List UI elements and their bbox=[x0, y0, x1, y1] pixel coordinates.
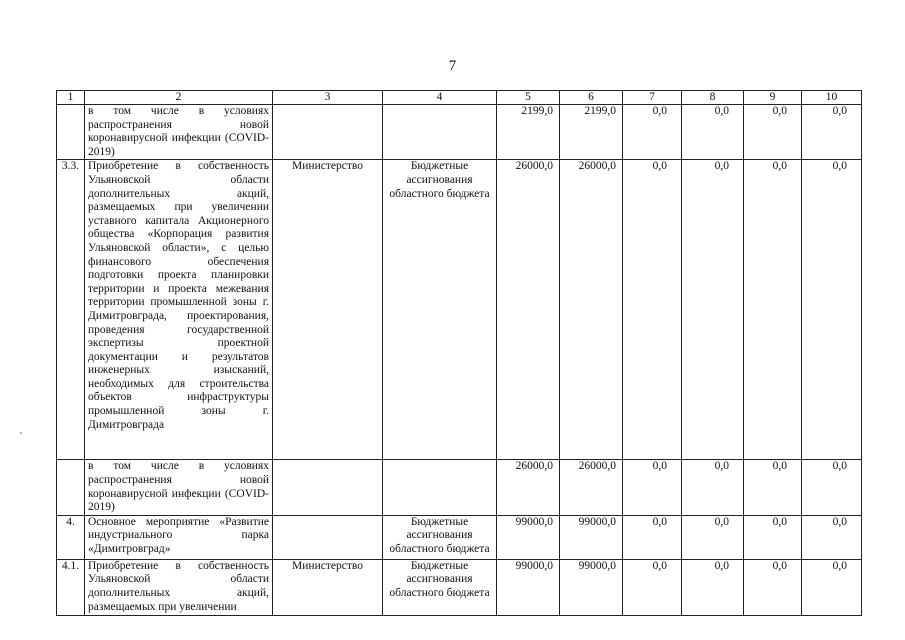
row-value-col8: 0,0 bbox=[682, 160, 744, 460]
column-header: 9 bbox=[744, 91, 802, 105]
table-row bbox=[57, 105, 862, 160]
row-number bbox=[57, 105, 85, 160]
row-ministry bbox=[273, 515, 383, 559]
column-header: 2 bbox=[85, 91, 273, 105]
row-value-col5: 99000,0 bbox=[497, 515, 560, 559]
row-number: 4. bbox=[57, 515, 85, 559]
table-row bbox=[57, 515, 862, 559]
row-value-col7: 0,0 bbox=[623, 559, 682, 615]
page-number: 7 bbox=[448, 58, 457, 74]
row-value-col5: 2199,0 bbox=[497, 105, 560, 160]
row-value-col10: 0,0 bbox=[802, 460, 862, 515]
row-ministry bbox=[273, 460, 383, 515]
row-funding-source: Бюджетные ассигнования областного бюджета bbox=[383, 559, 497, 615]
column-header: 1 bbox=[57, 91, 85, 105]
row-value-col6: 2199,0 bbox=[560, 105, 623, 160]
row-value-col5: 99000,0 bbox=[497, 559, 560, 615]
row-value-col10: 0,0 bbox=[802, 515, 862, 559]
row-value-col6: 26000,0 bbox=[560, 160, 623, 460]
column-header: 5 bbox=[497, 91, 560, 105]
row-ministry: Министерство bbox=[273, 559, 383, 615]
row-value-col8: 0,0 bbox=[682, 460, 744, 515]
row-value-col5: 26000,0 bbox=[497, 460, 560, 515]
row-value-col7: 0,0 bbox=[623, 160, 682, 460]
row-value-col7: 0,0 bbox=[623, 460, 682, 515]
row-value-col10: 0,0 bbox=[802, 160, 862, 460]
row-value-col6: 99000,0 bbox=[560, 515, 623, 559]
row-number bbox=[57, 460, 85, 515]
row-funding-source bbox=[383, 460, 497, 515]
row-value-col6: 26000,0 bbox=[560, 460, 623, 515]
row-ministry: Министерство bbox=[273, 160, 383, 460]
row-value-col8: 0,0 bbox=[682, 105, 744, 160]
row-description: в том числе в условиях распространения новой коронавирусной инфекции (COVID-2019) bbox=[85, 105, 273, 160]
table-row bbox=[57, 460, 862, 515]
row-number: 4.1. bbox=[57, 559, 85, 615]
row-value-col9: 0,0 bbox=[744, 105, 802, 160]
row-value-col6: 99000,0 bbox=[560, 559, 623, 615]
row-funding-source: Бюджетные ассигнования областного бюджета bbox=[383, 515, 497, 559]
row-funding-source: Бюджетные ассигнования областного бюджета bbox=[383, 160, 497, 460]
budget-table bbox=[56, 90, 862, 616]
row-description: в том числе в условиях распространения новой коронавирусной инфекции (COVID-2019) bbox=[85, 460, 273, 515]
row-description: Приобретение в собственность Ульяновской области дополнительных акций, размещаемых при увеличении уставного капитала Акционерного общества «Корпорация развития Ульяновской области», с целью финансового обеспечения подготовки проекта планировки территории и проекта межевания территории промышленной зоны г. Димитровграда, проектирования, проведения государственной экспертизы проектной документации и результатов инженерных изысканий, необходимых для строительства объектов инфраструктуры промышленной зоны г. Димитровграда bbox=[85, 160, 273, 460]
row-description: Основное мероприятие «Развитие индустриального парка «Димитровград» bbox=[85, 515, 273, 559]
column-header: 8 bbox=[682, 91, 744, 105]
row-value-col10: 0,0 bbox=[802, 559, 862, 615]
column-header: 7 bbox=[623, 91, 682, 105]
table-row bbox=[57, 160, 862, 460]
column-header: 3 bbox=[273, 91, 383, 105]
column-header: 10 bbox=[802, 91, 862, 105]
row-value-col10: 0,0 bbox=[802, 105, 862, 160]
row-value-col8: 0,0 bbox=[682, 559, 744, 615]
row-funding-source bbox=[383, 105, 497, 160]
row-description: Приобретение в собственность Ульяновской области дополнительных акций, размещаемых при увеличении bbox=[85, 559, 273, 615]
row-value-col9: 0,0 bbox=[744, 160, 802, 460]
column-header: 4 bbox=[383, 91, 497, 105]
row-value-col7: 0,0 bbox=[623, 105, 682, 160]
table-row bbox=[57, 559, 862, 615]
row-value-col9: 0,0 bbox=[744, 460, 802, 515]
column-header: 6 bbox=[560, 91, 623, 105]
row-value-col9: 0,0 bbox=[744, 515, 802, 559]
scan-speck bbox=[20, 432, 22, 434]
row-ministry bbox=[273, 105, 383, 160]
row-value-col9: 0,0 bbox=[744, 559, 802, 615]
table-header-row bbox=[57, 91, 862, 105]
row-value-col7: 0,0 bbox=[623, 515, 682, 559]
row-number: 3.3. bbox=[57, 160, 85, 460]
row-value-col8: 0,0 bbox=[682, 515, 744, 559]
row-value-col5: 26000,0 bbox=[497, 160, 560, 460]
